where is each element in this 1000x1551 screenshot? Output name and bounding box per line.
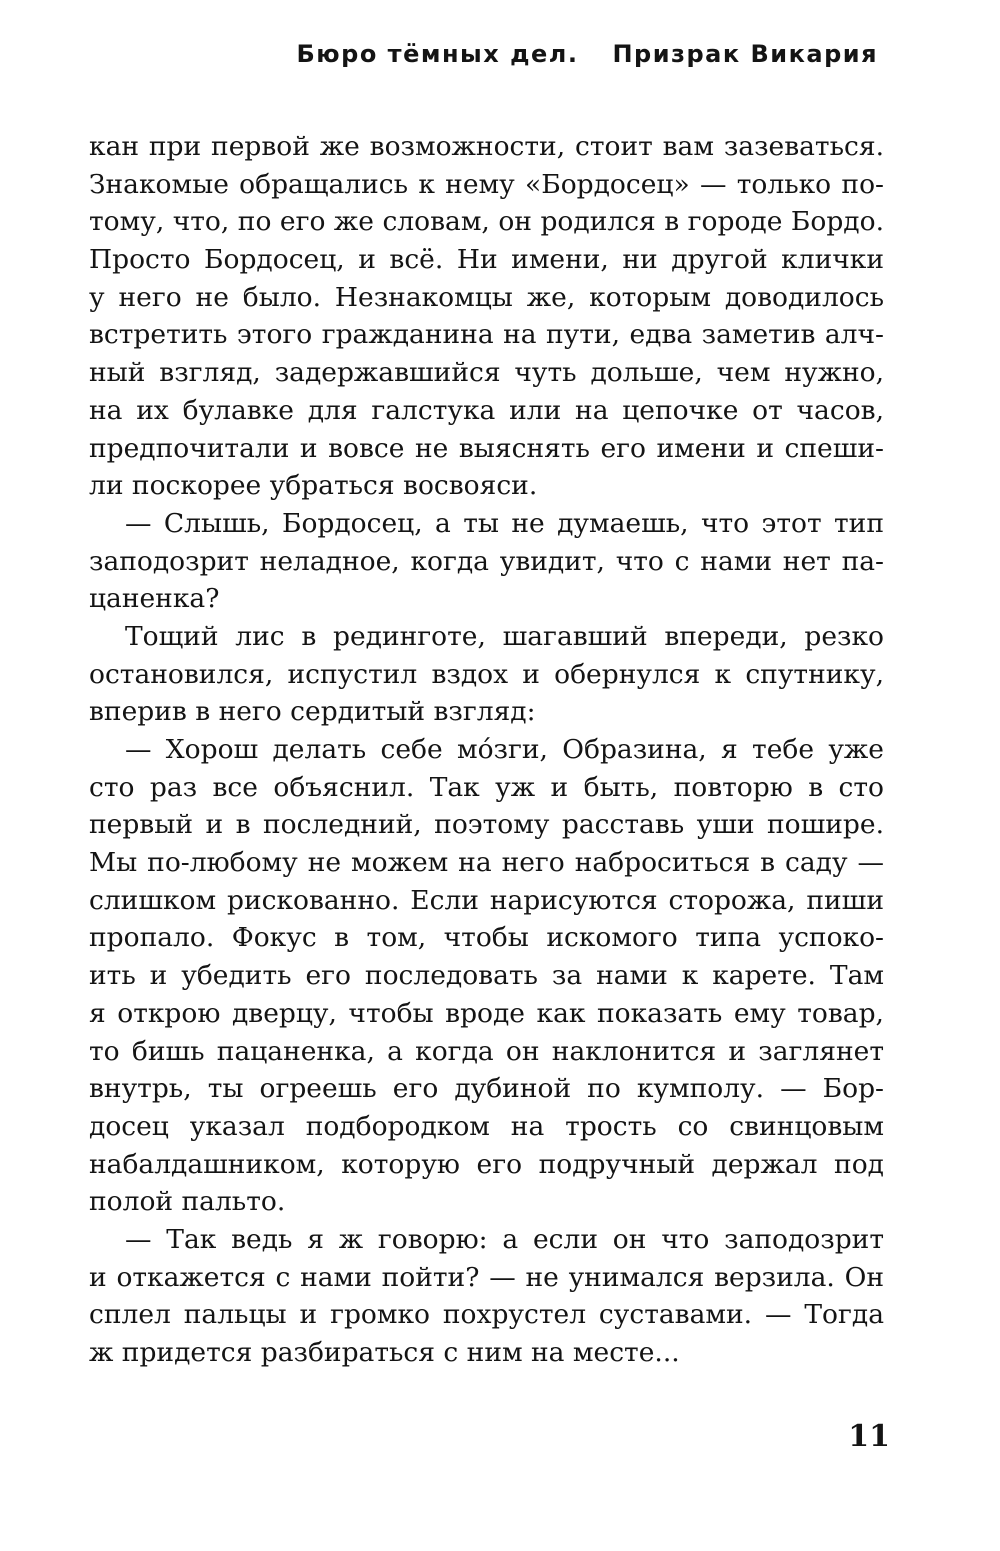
text-line: остановился, испустил вздох и обернулся к спутнику, — [89, 658, 884, 690]
text-line: на их булавке для галстука или на цепочке от часов, — [89, 394, 884, 426]
text-line: встретить этого гражданина на пути, едва заметив алч- — [89, 319, 884, 351]
text-line: — Слышь, Бордосец, а ты не думаешь, что этот тип — [125, 507, 884, 539]
text-line: Просто Бордосец, и всё. Ни имени, ни другой клички — [89, 244, 884, 276]
text-line: первый и в последний, поэтому расставь уши пошире. — [89, 809, 884, 841]
text-line: у него не было. Незнакомцы же, которым доводилось — [89, 281, 884, 313]
text-line: то бишь пацаненка, а когда он наклонится и заглянет — [89, 1035, 884, 1067]
text-line: внутрь, ты огреешь его дубиной по кумполу. — Бор- — [89, 1073, 884, 1105]
page-number: 11 — [848, 1419, 890, 1454]
text-line: полой пальто. — [89, 1186, 286, 1218]
text-line: ный взгляд, задержавшийся чуть дольше, чем нужно, — [89, 357, 884, 389]
running-head-title: Призрак Викария — [612, 40, 878, 68]
text-line: заподозрит неладное, когда увидит, что с нами нет па- — [89, 545, 884, 577]
text-line: Знакомые обращались к нему «Бордосец» — только по- — [89, 168, 884, 200]
text-line: предпочитали и вовсе не выяснять его имени и спеши- — [89, 432, 884, 464]
text-line: я открою дверцу, чтобы вроде как показать ему товар, — [89, 997, 884, 1029]
text-line: тому, что, по его же словам, он родился в городе Бордо. — [89, 206, 884, 238]
running-head — [297, 40, 878, 68]
text-line: слишком рискованно. Если нарисуются сторожа, пиши — [89, 884, 884, 916]
text-line: ли поскорее убраться восвояси. — [89, 470, 538, 502]
text-line: сплел пальцы и громко похрустел суставами. — Тогда — [89, 1299, 884, 1331]
text-line: набалдашником, которую его подручный держал под — [89, 1148, 884, 1180]
body-text — [89, 128, 884, 1372]
text-line: ить и убедить его последовать за нами к карете. Там — [89, 960, 884, 992]
text-line: Тощий лис в рединготе, шагавший впереди, резко — [125, 620, 884, 652]
text-line: и откажется с нами пойти? — не унимался верзила. Он — [89, 1261, 884, 1293]
text-line: — Так ведь я ж говорю: а если он что заподозрит — [125, 1223, 884, 1255]
text-line: — Хорош делать себе мóзги, Образина, я тебе уже — [125, 734, 884, 765]
text-line: сто раз все объяснил. Так уж и быть, повторю в сто — [89, 771, 884, 803]
text-line: Мы по-любому не можем на него наброситься в саду — — [89, 847, 884, 879]
text-line: цаненка? — [89, 583, 220, 615]
text-line: вперив в него сердитый взгляд: — [89, 696, 536, 728]
text-line: пропало. Фокус в том, чтобы искомого типа успоко- — [89, 922, 884, 954]
text-line: ж придется разбираться с ним на месте... — [89, 1337, 680, 1368]
running-head-series: Бюро тёмных дел. — [296, 40, 579, 68]
text-line: кан при первой же возможности, стоит вам зазеваться. — [89, 131, 884, 162]
text-line: досец указал подбородком на трость со свинцовым — [89, 1110, 884, 1142]
